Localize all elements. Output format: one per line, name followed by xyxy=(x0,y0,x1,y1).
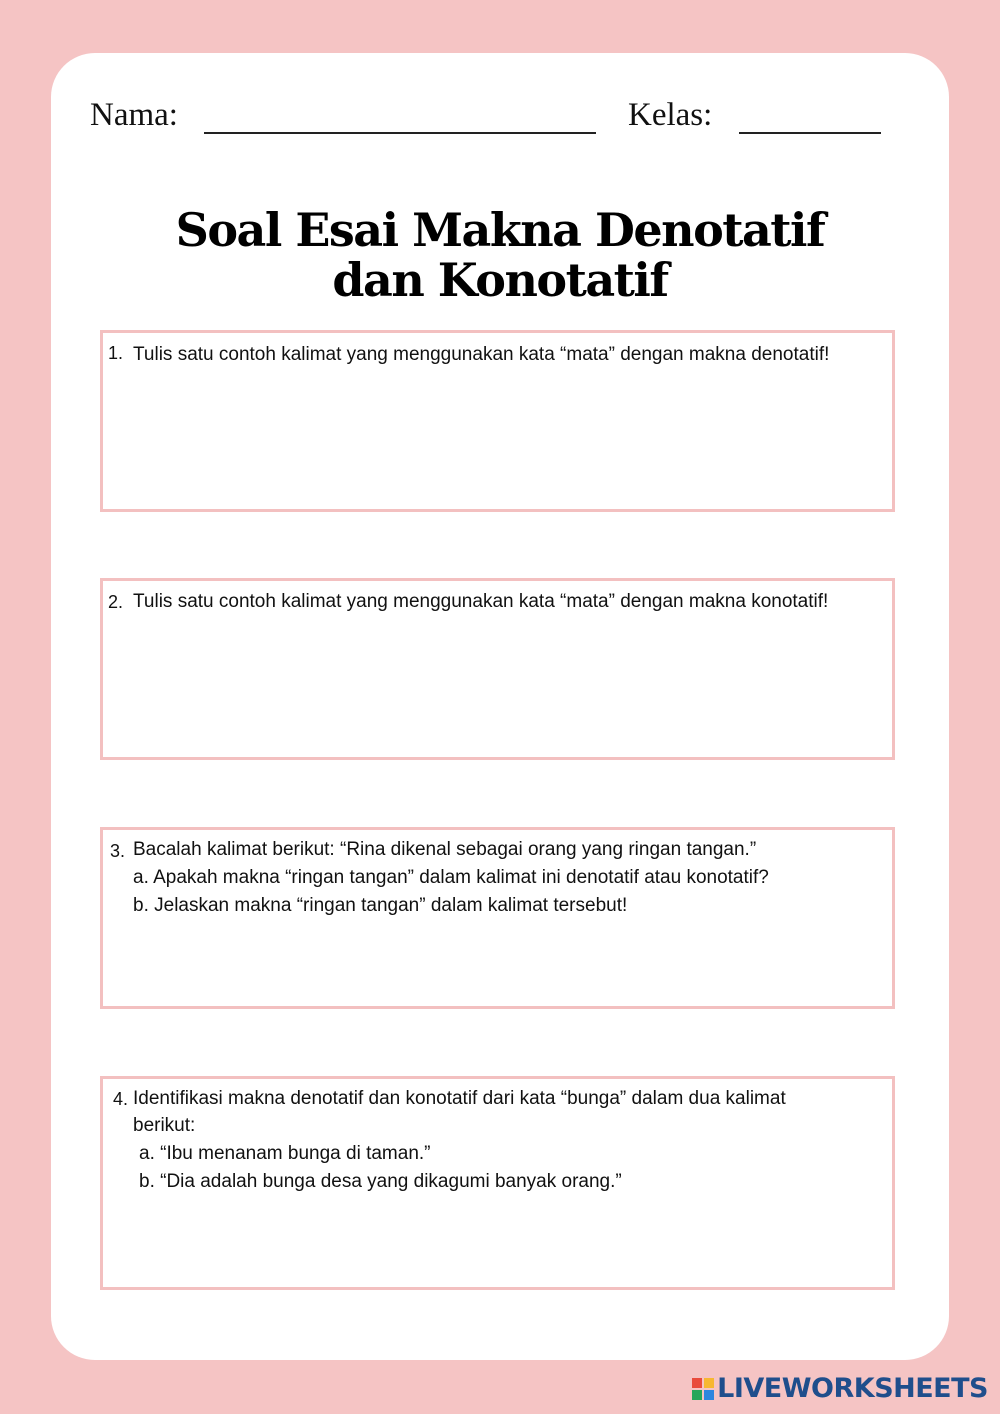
question-text-3: Bacalah kalimat berikut: “Rina dikenal sebagai orang yang ringan tangan.” xyxy=(133,839,757,860)
footer-brand-text: LIVEWORKSHEETS xyxy=(717,1373,988,1404)
footer-brand xyxy=(692,1373,988,1404)
nama-field[interactable] xyxy=(204,132,596,134)
question-number-4: 4. xyxy=(113,1089,129,1109)
question-3-part-a: a. Apakah makna “ringan tangan” dalam kalimat ini denotatif atau konotatif? xyxy=(133,867,769,888)
page-title xyxy=(100,205,900,305)
question-text-1: Tulis satu contoh kalimat yang menggunakan kata “mata” dengan makna denotatif! xyxy=(133,344,830,365)
kelas-label: Kelas: xyxy=(628,97,713,133)
question-4-part-b: b. “Dia adalah bunga desa yang dikagumi banyak orang.” xyxy=(139,1171,622,1192)
question-number-1: 1. xyxy=(108,343,124,363)
question-number-3: 3. xyxy=(110,841,126,861)
title-line-2: dan Konotatif xyxy=(332,253,668,307)
question-3-part-b: b. Jelaskan makna “ringan tangan” dalam kalimat tersebut! xyxy=(133,895,628,916)
question-4-part-a: a. “Ibu menanam bunga di taman.” xyxy=(139,1143,431,1164)
nama-label: Nama: xyxy=(90,97,178,133)
question-number-2: 2. xyxy=(108,592,124,612)
title-line-1: Soal Esai Makna Denotatif xyxy=(175,203,825,257)
question-text-2: Tulis satu contoh kalimat yang menggunakan kata “mata” dengan makna konotatif! xyxy=(133,591,829,612)
liveworksheets-logo-icon xyxy=(692,1378,714,1400)
question-text-4: Identifikasi makna denotatif dan konotatif dari kata “bunga” dalam dua kalimat xyxy=(133,1088,786,1109)
question-text-4-cont: berikut: xyxy=(133,1115,196,1136)
kelas-field[interactable] xyxy=(739,132,881,134)
